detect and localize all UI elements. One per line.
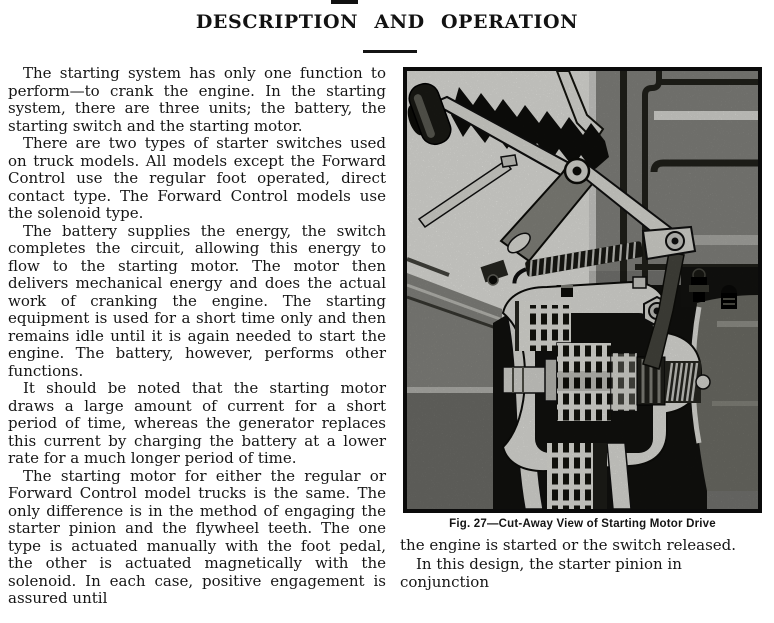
continuation-line-1: the engine is started or the switch released. <box>400 536 737 554</box>
page-title: DESCRIPTION AND OPERATION <box>195 11 579 33</box>
figure-caption: Fig. 27—Cut-Away View of Starting Motor Drive <box>449 518 716 530</box>
paragraph-2: There are two types of starter switches used on truck models. All models except the Forward Control use the regular foot operated, direct contact type. The Forward Control models use the solenoid type. <box>8 134 386 222</box>
continuation-line-2: In this design, the starter pinion in conjunction <box>400 554 682 591</box>
body-text-right-column <box>400 536 772 592</box>
paragraph-3: The battery supplies the energy, the switch completes the circuit, allowing this energy to flow to the starting motor. The motor then delivers mechanical energy and does the actual work of cranking the engine. The starting equipment is used for a short time only and then remains idle until it is again needed to start the engine. The battery, however, performs other functions. <box>8 221 386 380</box>
figure-27-image <box>403 67 762 513</box>
photo-grain-overlay <box>407 71 758 509</box>
paragraph-5: The starting motor for either the regular or Forward Control model trucks is the same. The only difference is in the method of engaging the starter pinion and the flywheel teeth. The one type is actuated manually with the foot pedal, the other is actuated magnetically with the solenoid. In each case, positive engagement is assured until <box>8 466 386 607</box>
paragraph-1: The starting system has only one function to perform—to crank the engine. In the starting system, there are three units; the battery, the starting switch and the starting motor. <box>8 64 386 135</box>
paragraph-4: It should be noted that the starting motor draws a large amount of current for a short period of time, whereas the generator replaces this current by charging the battery at a lower rate for a much longer period of time. <box>8 379 386 467</box>
body-text-left-column <box>8 65 386 608</box>
page-top-mark <box>331 0 358 4</box>
title-rule <box>363 50 417 53</box>
cutaway-illustration <box>407 71 758 509</box>
